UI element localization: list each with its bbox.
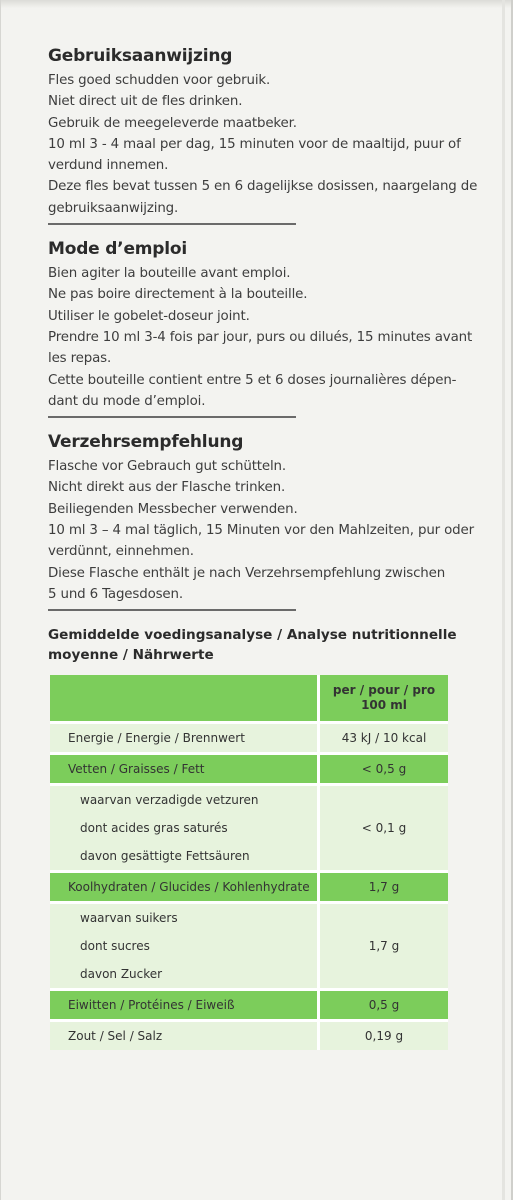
section-divider: [48, 609, 296, 611]
row-value: < 0,5 g: [319, 754, 449, 785]
instruction-line: Beiliegenden Messbecher verwenden.: [48, 501, 298, 517]
right-fold: [502, 0, 505, 1200]
row-label: Koolhydraten / Glucides / Kohlenhydrate: [50, 872, 319, 903]
table-row: [50, 754, 448, 785]
table-row: [50, 990, 448, 1021]
table-row: [50, 723, 448, 754]
row-label: Vetten / Graisses / Fett: [50, 754, 319, 785]
row-label: Zout / Sel / Salz: [50, 1021, 319, 1051]
row-label: dont acides gras saturés: [80, 821, 228, 836]
header-per-100ml: [319, 675, 449, 723]
row-label: Eiwitten / Protéines / Eiweiß: [50, 990, 319, 1021]
instruction-line: Utiliser le gobelet-doseur joint.: [48, 308, 250, 324]
instruction-line: verdund innemen.: [48, 158, 169, 174]
header-line: 100 ml: [361, 698, 407, 713]
section-french-instructions: [48, 239, 478, 412]
instruction-line: dant du mode d’emploi.: [48, 393, 206, 409]
section-divider: [48, 223, 296, 225]
table-row: [50, 903, 448, 933]
row-value: 43 kJ / 10 kcal: [319, 723, 449, 754]
section-title: Verzehrsempfehlung: [48, 432, 244, 453]
row-value: 0,19 g: [319, 1021, 449, 1051]
label-content: [48, 46, 478, 1050]
instruction-line: Flasche vor Gebrauch gut schütteln.: [48, 459, 287, 475]
instruction-line: les repas.: [48, 351, 112, 367]
row-label: dont sucres: [80, 939, 150, 954]
instruction-line: 10 ml 3 - 4 maal per dag, 15 minuten voor de maaltijd, puur of: [48, 136, 461, 152]
row-label: davon Zucker: [80, 967, 163, 982]
table-header-row: [50, 675, 448, 723]
table-row: [50, 872, 448, 903]
section-german-instructions: [48, 432, 478, 605]
instruction-line: verdünnt, einnehmen.: [48, 544, 194, 560]
instruction-line: Deze fles bevat tussen 5 en 6 dagelijkse dosissen, naargelang de: [48, 179, 478, 195]
instruction-line: Bien agiter la bouteille avant emploi.: [48, 266, 291, 282]
row-value: 0,5 g: [319, 990, 449, 1021]
instruction-line: Cette bouteille contient entre 5 et 6 doses journalières dépen-: [48, 372, 457, 388]
instruction-line: Nicht direkt aus der Flasche trinken.: [48, 480, 286, 496]
instruction-line: 10 ml 3 – 4 mal täglich, 15 Minuten vor den Mahlzeiten, pur oder: [48, 523, 474, 539]
row-label: waarvan suikers: [50, 903, 319, 933]
instruction-line: Prendre 10 ml 3-4 fois par jour, purs ou dilués, 15 minutes avant: [48, 329, 473, 345]
instruction-line: Ne pas boire directement à la bouteille.: [48, 287, 308, 303]
table-row: [50, 785, 448, 815]
instruction-line: 5 und 6 Tagesdosen.: [48, 586, 183, 602]
header-label-cell: [50, 675, 319, 723]
top-edge: [1, 0, 511, 8]
table-row: [50, 1021, 448, 1051]
nutrition-title-line: Gemiddelde voedingsanalyse / Analyse nutritionnelle: [48, 627, 457, 644]
section-dutch-instructions: [48, 46, 478, 219]
header-line: per / pour / pro: [332, 683, 436, 698]
section-title: Mode d’emploi: [48, 239, 187, 260]
row-value: 1,7 g: [319, 872, 449, 903]
row-value: < 0,1 g: [319, 785, 449, 872]
row-label: Energie / Energie / Brennwert: [50, 723, 319, 754]
section-title: Gebruiksaanwijzing: [48, 46, 233, 66]
instruction-line: Diese Flasche enthält je nach Verzehrsempfehlung zwischen: [48, 565, 446, 581]
row-label: waarvan verzadigde vetzuren: [50, 785, 319, 815]
instruction-line: Niet direct uit de fles drinken.: [48, 94, 243, 110]
instruction-line: gebruiksaanwijzing.: [48, 200, 179, 216]
nutrition-title: [48, 625, 458, 665]
instruction-line: Fles goed schudden voor gebruik.: [48, 73, 271, 88]
instruction-line: Gebruik de meegeleverde maatbeker.: [48, 115, 297, 131]
nutrition-table: [50, 675, 448, 1050]
row-label: davon gesättigte Fettsäuren: [80, 849, 250, 864]
nutrition-title-line: moyenne / Nährwerte: [48, 647, 214, 664]
section-divider: [48, 416, 296, 418]
row-value: 1,7 g: [319, 903, 449, 990]
